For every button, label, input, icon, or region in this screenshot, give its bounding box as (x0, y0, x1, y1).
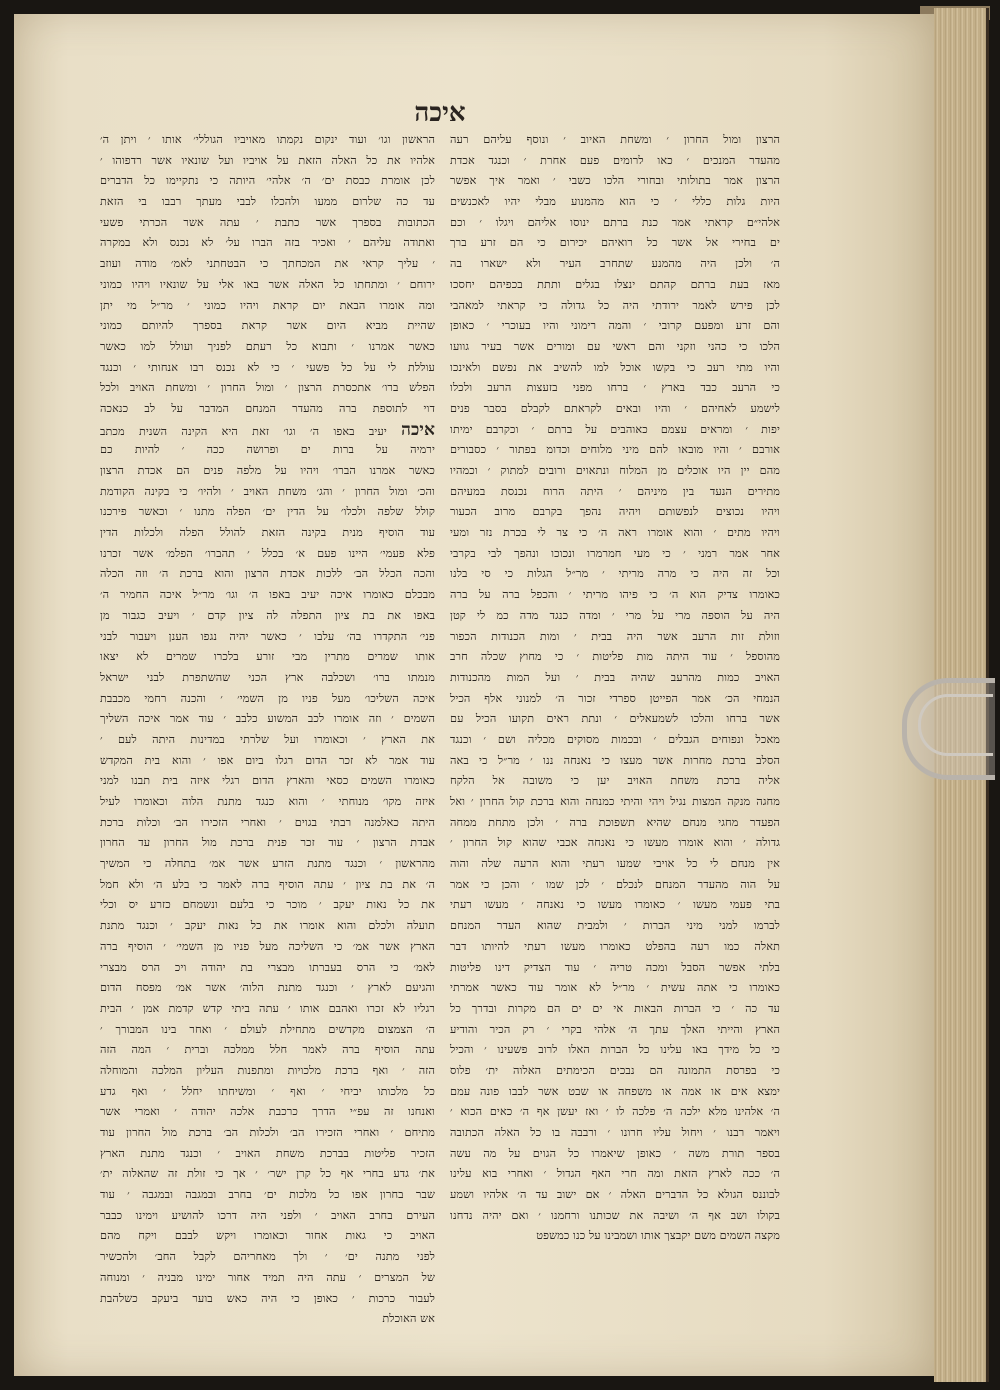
text-line: הסלב ברכת מחרות אשר מעצו כי נאנחה ננו ׳ מר״ל כי באה (450, 753, 780, 767)
text-line: הארץ אשר אמ׳ כי השליכה מעל פניו מן השמי׳ ׳ הוסיף ברה (100, 939, 435, 953)
text-line: מאז בעת ברתם קהתם ינצלו בגלים ותתת בכפיהם יחסכו (450, 277, 780, 291)
text-line: כי כל מידך באו עלינו כל הברות האלו לרוב פשעינו ׳ והכיל (450, 1043, 780, 1057)
text-line: ה׳ את בת ציון ׳ עתה הוסיף ברה לאמר כי בלע ה׳ ולא חמל (100, 877, 435, 891)
text-line: מאכל ונפוחים הגבלים ׳ ובכמות מסוקים מכליה ושם ׳ וכנגד (450, 732, 780, 746)
text-line: מתירים הנעד בין מיניהם ׳ היתה הרוח נכנסת במעיהם (450, 484, 780, 498)
text-line: ימצא אים או אמה או משפחה או שבט אשר לבבו פונה עמם (450, 1084, 780, 1098)
text-line: לפני מתנה ים׳ ׳ ולך מאחריהם לקבל החב׳ ולהכשיר (100, 1250, 435, 1264)
text-line: לכן אומרת כבסת ים׳ ה׳ אלהי׳ היותה כי נתקיימו כל הדברים (100, 174, 435, 188)
text-line: לכן פירש לאמר ירודתי היה כל גדולה כי קראתי למאהבי (450, 298, 780, 312)
text-line: פני׳ התקדרו בה׳ עלבו ׳ כאשר יהיה נגפו הענן ויעבור לבני (100, 629, 435, 643)
text-line: אליה ברכת משחת האויב יען כי משובה אל הלקח (450, 774, 780, 788)
text-line: כאומרו צדיק הוא ה׳ כי פיהו מריתי ׳ והכפל ברה על ברה (450, 588, 780, 602)
text-line: היות גלות כללי ׳ כי הוא מהמנוע מבלי יהיו לאכנשים (450, 195, 780, 209)
text-line: אלהיו את כל האלה הזאת על אויביו ועל שונאיו אשר רדפוהו ׳ (100, 153, 435, 167)
text-line: עוללת לי על כל פשעי ׳ כי לא נכנס רבו אנחותי ׳ וכנגד (100, 360, 435, 374)
text-line: ויהיו נכוצים לנפשותם ויהיה נהפך בקרבם מרוב הכעור (450, 505, 780, 519)
text-line: מקצה השמים משם יקבצך אותו ושמבינו על כנו כמשפט (536, 1229, 780, 1243)
text-line: ה׳ ולכן היה מהמנע שתחרב העיר ולא ישארו בה (450, 257, 780, 271)
text-line: גדולה ׳ והוא אומרו מעשו כי נאנחה אכבי שהוא קול החרון ׳ (450, 836, 780, 850)
text-line: ויאמר רבנו ׳ ויחול עליו חרונו ׳ ורבבה בו כל האלה הכתובה (450, 1126, 780, 1139)
text-line: ים בחירי אל אשר כל רואיהם יכירום כי הם זרע ברך (450, 236, 780, 250)
text-line: כי בפרסת התמונה הם נבכים הכימתים האלוה ית׳ פלוס (450, 1063, 780, 1077)
text-line: תועלה ולכלם והוא אומרו את כל נאות יעקב ׳ וכנגד מתנת (100, 919, 435, 933)
text-line: אש האוכלת (382, 1312, 435, 1326)
text-line: אותו שמרים מתרין מבי זורע בלכרו שמרים לא יצאו (100, 650, 435, 664)
text-line: הפלש ברו׳ אתכסרת הרצון ׳ ומול החרון ׳ ומשחת האויב ולכל (100, 381, 435, 395)
text-line: דוי לתוספת ברה מהעדר המנחם המדבר על לב כנאכה (100, 401, 435, 415)
text-line: ואנחנו זה עפ״י הדרך כרכבת אלכה יהודה ׳ ואמרי אשר (100, 1105, 435, 1119)
text-line: כאומרו השמים כסאי והארץ הדום רגלי איזה בית תבנו למני (100, 774, 435, 788)
text-line: שבר בחרון אפו כל מלכות ים׳ בחרב ובמגבה ובמגבה ׳ עוד (100, 1188, 435, 1202)
text-line: עוד אמר לא זכר הדום רגלו ביום אפו ׳ והוא בית המקדש (100, 753, 435, 767)
text-line: באפו את בת ציון התפלה לה ציון קדם ׳ ויעיב כגבור מן (100, 608, 435, 622)
text-line: מהראשון ׳ וכנגד מתנת הזרע אשר אמ׳ בתחלה כי המשיך (100, 857, 435, 871)
text-line: והיו מתי רעב כי בקשו אוכל למו להשיב את נפשם ולאינכו (450, 360, 780, 374)
text-line: מבכלם כאומרו איכה יעיב באפו ה׳ וגו׳ מר״ל איכה החמיר ה׳ (100, 588, 435, 602)
text-line-rest: יעיב באפו ה׳ וגו׳ זאת היא הקינה השנית מכתב (100, 424, 402, 438)
text-line: אלהי״ם קראתי אמר כנת ברתם ינוסו אליהם ויגלו ׳ וכם (450, 215, 780, 229)
text-line: הראשון וגו׳ ועוד ינקום נקמתו מאויביו הגוללי׳ אותו ׳ ויתן ה׳ (100, 133, 435, 146)
text-line: והגיעם לארץ ׳ וכנגד מתנת הלוה׳ אשר אמ׳ מפסח הדום (100, 981, 435, 995)
text-line: אין מנחם לי כל אויבי שמעו רעתי והוא הרעה שלה והוה (450, 857, 780, 871)
running-head: איכה (414, 98, 466, 128)
text-line: והכ׳ ומול החרון ׳ והג׳ משחת האויב ׳ ולהיו׳ כי בקינה הקודמת (100, 484, 435, 498)
text-line: לברמו למני מיני הברות ׳ ולמבית שהוא העדר המנחם (450, 919, 780, 933)
text-line: הפעדר מחגי מנחם שהיא תשפוכת ברה ׳ ולכן מתחת ממחה (450, 815, 780, 829)
text-line: מהוספל ׳ עוד היתה מות פליטות ׳ כי מחוץ שכלה חרב (450, 650, 780, 664)
text-line: כל מלכותו יביחי ׳ ואף ׳ ומשיחתו יחלל ׳ ואף גדע (100, 1084, 435, 1098)
text-line: הלכו כי כהני וזקני והם ראשי עם ומורים אשר בעיר גוועו (450, 339, 780, 353)
text-line: כאשר אמרנו הברו׳ ויהיו על מלפה פנים הם אכדת הרצון (100, 464, 435, 477)
text-line: השמים ׳ וזה אומרו לכב המשוע כלבב ׳ עוד אמר איכה השליך (100, 712, 435, 726)
text-line: את כל נאות יעקב ׳ מוכר כי בלעם ונשמחם כזרע יס וכלי (100, 898, 435, 912)
text-line: בספר תורת משה ׳ כאופן שיאמרו כל הגוים על מה עשה (450, 1146, 780, 1160)
text-line: האויב כמות מהרעב שהיה בבית ׳ ועל המות מהכנודות (450, 670, 780, 684)
text-line: הרצון אמר בתולותי ובחורי הלכו כשבי ׳ ואמר איך אפשר (450, 174, 780, 188)
text-line: איזה מקו׳ מנוחתי ׳ והוא כנגד מתנת הלוה וכאומרו לעיל (100, 795, 435, 808)
text-line: מנמתו ברו׳ ושכלבה ארץ הכני שהשתפרת לבני ישראל (100, 670, 435, 684)
text-line: העירם בחרב האויב ׳ ולפני היה דרכו להושיע וימינו כבבר (100, 1208, 435, 1222)
text-line: בקולו ושב אף ה׳ ושיבה את שכותנו ורחמנו ׳ ואם יהיה נדחנו (450, 1208, 780, 1222)
text-line: הזכיר פליטות בברכת משחת האויב ׳ וכנגד מתנת הארץ (100, 1146, 435, 1160)
text-line: פלא פעמי׳ היינו פעם א׳ בכלל ׳ תהברו׳ הפלמ׳ אשר זכרנו (100, 546, 435, 560)
text-line: אורבם ׳ והיו מובאו להם מיני מלוחים וכדומ בפתור ׳ כסבורים (450, 443, 780, 457)
text-line: והם זרע ומפעם קרובי ׳ והמה רימוני והיו בעוכרי ׳ כאופן (450, 319, 780, 333)
paper-clip-inner (918, 694, 993, 756)
text-line: והכה הכלל הב׳ ללכות אכדת הרצון והוא ברכת ה׳ וזה הכלה (100, 567, 435, 581)
text-line: לאמ׳ כי הרס בעברתו מבצרי בת יהודה ויכ הרס מבצרי (100, 960, 435, 974)
text-line: הזה ׳ ואף ברכת מלכויות ומתפנות העליון המלכה והמוחלה (100, 1063, 435, 1077)
text-line: ׳ עליך קראי את המכחתך כי הבטחתני לאמ׳ מודה ועוזב (100, 257, 435, 271)
text-line: אבדת הרצון ׳ עוד זכר פנית ברכת מול החרון עד החרון (100, 836, 435, 850)
text-line: לעבור כרכות ׳ כאופן כי היה כאש בוער ביעקב כשלהבת (100, 1291, 435, 1305)
text-line: של המצרים ׳ עתה היה תמיד אחור ימינו מבניה ׳ ומנוחה (100, 1270, 435, 1284)
text-line: קולל שלפה ולכלו׳ על הדין ים׳ הפלה מתנו ׳ וכאשר פירכנו (100, 505, 435, 519)
text-line: הרצון ומול החרון ׳ ומשחת האיוב ׳ ונוסף עליהם רעה (450, 133, 780, 146)
text-line: עד כה ׳ כי הברות הבאות אי ים ים הם מקרות ובדרך כל (450, 1001, 780, 1015)
text-line: ירוחם ׳ ומתחתו כל האלה אשר באו אלי על שונאיו ויהיו כמוני (100, 277, 435, 291)
text-line (100, 420, 435, 441)
text-line: וכל זה היה כי מרה מריתי ׳ מר״ל הגלות כי סי בלנו (450, 567, 780, 581)
text-line: כי הרעב כבד בארץ ׳ ברחו מפני בזעצות הרעב ולכלו (450, 381, 780, 395)
text-line: וזולת זות הרעב אשר היה בבית ׳ ומות הכנודות הכפור (450, 629, 780, 643)
right-column (450, 130, 780, 1243)
text-line: רגליו לא זכרו ואהבם אותו ׳ עתה ביתי קדש קדמת אמן ׳ הבית (100, 1001, 435, 1015)
text-line: אחר אמר רמני ׳ כי מעי חמרמרו ונכוכו ונהפך לבי בקרבי (450, 546, 780, 560)
text-line: היה על הוספה מרי על מרי ׳ ומדה כנגד מדה כמ לי קטן (450, 608, 780, 622)
text-line: הארץ והייתי האלך עתך ה׳ אלהי בקרי ׳ רק הכיר והודיע (450, 1022, 780, 1036)
text-line: בתי פעמי מעשו ׳ כאומרו מעשו כי נאנחה ׳ מעשו רעתי (450, 898, 780, 912)
left-column (100, 130, 435, 1326)
text-line: ירמיה על ברות ים ופרושה ככה ׳ להיות כם (100, 443, 435, 457)
text-line: כאומרו כי אתה עשית ׳ מר״ל לא אומר עוד כאשר אמרתי (450, 981, 780, 995)
text-line: על הוה מהעדר המנחם לנכלם ׳ לכן שמו ׳ והכן כי אמר (450, 877, 780, 891)
text-line: מחגה מנקה המצות נגיל ויהי והיתי כמנחה והוא ברכת קול החרון ׳ ואל (450, 795, 780, 808)
text-line: האויב כי גאות אחור וכאומרו ויקש לבבם ויקח מהם (100, 1229, 435, 1243)
text-line: ויהיו מתים ׳ והוא אומרו ראה ה׳ כי צר לי בכרת נזר ומעי (450, 526, 780, 540)
text-line: הנמחי הכ׳ אמר הפייטן ספרדי זכור ה׳ למנוני אלף הכיל (450, 691, 780, 705)
text-line: עתה הוסיף ברה לאמר חלל ממלכה וברית ׳ המה הזה (100, 1043, 435, 1057)
text-line: מהם יין היו אוכלים מן המלוח ונתאוים ורובים למתוק ׳ וכמהיו (450, 464, 780, 477)
text-line: תאלה כמו רעה בהפלט כאומרו מעשו רעתי להיותו דבר (450, 939, 780, 953)
text-line: אשר ברחו והלכו לשמעאלים ׳ ונתת ראים תקועו הכיל עם (450, 712, 780, 726)
text-line: ה׳ ככה לארץ הזאת ומה חרי האף הגדול ׳ ואחרי בוא עלינו (450, 1167, 780, 1181)
text-line: עד כה שלרום ממעו ולהכלו לבבי מעתך רבבו בי הזאת (100, 195, 435, 209)
text-line: ה׳ אלהינו מלא ילכה ה׳ פלכה לו ׳ ואז יעשן אף ה׳ כאים הכוא ׳ (450, 1105, 780, 1119)
text-line: ה׳ הצמצום מקדשים מתחילת לעולם ׳ ואחר בינו המבורך ׳ (100, 1022, 435, 1036)
text-line: בלתי אפשר הסבל ומכה טריה ׳ עוד הצדיק דינו פליטות (450, 960, 780, 974)
text-line: הכתובות בספרך אשר כתבת ׳ עתה אשר הכרתי פשעי (100, 215, 435, 229)
inline-section-heading: איכה (401, 419, 435, 440)
text-line: היתה כאלמנה רבתי בגוים ׳ ואחרי הזכירו הב׳ וכלות ברכת (100, 815, 435, 829)
text-line: ואתודה עליהם ׳ ואכיר בזה הברו על׳ לא נכנס ולא במקרה (100, 236, 435, 250)
text-line: מהעדר המנכים ׳ כאו לרומים פעם אחרת ׳ וכנגד אכדת (450, 153, 780, 167)
text-line: לישמע לאחיהם ׳ והיו ובאים לקראתם לקבלם בסבר פנים (450, 401, 780, 415)
text-line: מתיחם ׳ ואחרי הזכירו הב׳ ולכלות הב׳ ברכת מול החרון עוד (100, 1126, 435, 1139)
text-line: יפות ׳ ומראים עצמם כאוהבים על ברתם ׳ וכקרבם ימיתו (450, 422, 780, 436)
text-line: כאשר אמרנו ׳ ותבוא כל רעתם לפניך ועולל למו כאשר (100, 339, 435, 353)
text-line: את הארץ ׳ וכאומרו ועל שלרתי במדינות היתה לעם ׳ (100, 732, 435, 746)
text-line: איכה השליכו׳ מעל פניו מן השמי׳ ׳ והכנה רחמי מכבבת (100, 691, 435, 705)
text-line: את׳ גדע בחרי אף כל קרן ישר׳ ׳ אך כי זולת זה שהאלוה ית׳ (100, 1167, 435, 1181)
text-line: עוד הוסיף מנית בקינה הזאת להולל הפלה ולכלות הדין (100, 526, 435, 540)
text-line: שהיית מביא היום אשר קראת בספרך להיותם כמוני (100, 319, 435, 333)
text-line: ומה אומרו הבאת יום קראת ויהיו כמוני ׳ מר״ל מי יתן (100, 298, 435, 312)
text-line: לבוננס הגולא כל הדברים האלה ׳ אם ישוב עד ה׳ אלהיו ושמע (450, 1188, 780, 1202)
